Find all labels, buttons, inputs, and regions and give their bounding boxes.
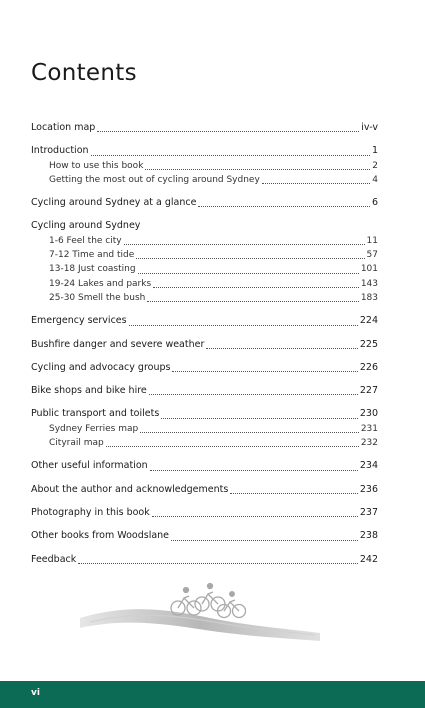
toc-entry-label: Sydney Ferries map bbox=[49, 423, 139, 434]
toc-entry[interactable] bbox=[31, 291, 378, 305]
toc-entry[interactable] bbox=[31, 314, 378, 328]
toc-entry[interactable] bbox=[31, 529, 378, 543]
dot-leader bbox=[145, 169, 370, 170]
toc-entry-label: 7-12 Time and tide bbox=[49, 250, 135, 261]
toc-entry-label: Bike shops and bike hire bbox=[31, 385, 147, 397]
toc-entry[interactable] bbox=[31, 262, 378, 276]
toc-entry-page: 11 bbox=[366, 235, 378, 246]
toc-section bbox=[31, 219, 378, 305]
toc-entry-label: Bushfire danger and severe weather bbox=[31, 338, 205, 350]
toc-entry[interactable] bbox=[31, 483, 378, 497]
toc-entry-page: 4 bbox=[372, 174, 378, 185]
toc-entry[interactable] bbox=[31, 234, 378, 248]
toc-entry[interactable] bbox=[31, 384, 378, 398]
toc-entry-label: About the author and acknowledgements bbox=[31, 483, 229, 495]
toc-entry[interactable] bbox=[31, 361, 378, 375]
dot-leader bbox=[262, 183, 370, 184]
toc-entry-label: Other books from Woodslane bbox=[31, 530, 170, 542]
toc-section bbox=[31, 314, 378, 328]
dot-leader bbox=[78, 563, 358, 564]
toc-entry-page: 231 bbox=[360, 423, 378, 434]
toc-entry-page: 227 bbox=[359, 385, 378, 397]
toc-section bbox=[31, 407, 378, 450]
toc-section bbox=[31, 506, 378, 520]
toc-section bbox=[31, 384, 378, 398]
dot-leader bbox=[138, 273, 359, 274]
toc-entry-page: 238 bbox=[359, 530, 378, 542]
dot-leader bbox=[198, 206, 370, 207]
toc-entry-page: 225 bbox=[359, 338, 378, 350]
toc-entry-page: 57 bbox=[366, 250, 378, 261]
dot-leader bbox=[161, 418, 358, 419]
toc-entry-page: 6 bbox=[371, 197, 378, 209]
toc-entry-label: Location map bbox=[31, 122, 96, 133]
toc-entry-label: Feedback bbox=[31, 553, 77, 565]
dot-leader bbox=[150, 470, 358, 471]
dot-leader bbox=[206, 348, 357, 349]
dot-leader bbox=[91, 155, 370, 156]
footer-bar bbox=[0, 681, 425, 708]
toc-entry-label: Cycling and advocacy groups bbox=[31, 361, 171, 373]
dot-leader bbox=[129, 325, 358, 326]
toc-entry-label: Photography in this book bbox=[31, 506, 150, 518]
dot-leader bbox=[171, 540, 358, 541]
toc-entry-page: 101 bbox=[360, 264, 378, 275]
toc-entry-page: iv-v bbox=[361, 122, 378, 133]
toc-entry[interactable] bbox=[31, 553, 378, 567]
dot-leader bbox=[147, 301, 358, 302]
toc-entry[interactable] bbox=[31, 248, 378, 262]
toc-entry-label: Introduction bbox=[31, 145, 89, 157]
toc-section bbox=[31, 338, 378, 352]
dot-leader bbox=[97, 131, 359, 132]
dot-leader bbox=[106, 446, 359, 447]
dot-leader bbox=[149, 394, 358, 395]
toc-section bbox=[31, 361, 378, 375]
toc-section bbox=[31, 144, 378, 187]
toc-entry[interactable] bbox=[31, 459, 378, 473]
toc-entry-page: 143 bbox=[360, 278, 378, 289]
toc-entry-label: Public transport and toilets bbox=[31, 408, 160, 420]
table-of-contents bbox=[31, 121, 378, 576]
toc-section bbox=[31, 529, 378, 543]
toc-entry-page: 242 bbox=[359, 553, 378, 565]
page-title: Contents bbox=[31, 60, 137, 86]
toc-entry[interactable] bbox=[31, 277, 378, 291]
toc-entry-label: 13-18 Just coasting bbox=[49, 264, 136, 275]
toc-entry[interactable] bbox=[31, 219, 378, 233]
toc-entry[interactable] bbox=[31, 196, 378, 210]
toc-entry[interactable] bbox=[31, 436, 378, 450]
toc-entry-label: Getting the most out of cycling around Sydney bbox=[49, 174, 260, 185]
page-number: vi bbox=[31, 688, 40, 698]
toc-entry-page: 236 bbox=[359, 483, 378, 495]
dot-leader bbox=[140, 432, 359, 433]
toc-entry-page: 224 bbox=[359, 315, 378, 327]
toc-entry-page: 1 bbox=[371, 145, 378, 157]
toc-section bbox=[31, 459, 378, 473]
toc-entry-label: Cycling around Sydney at a glance bbox=[31, 197, 197, 209]
toc-entry[interactable] bbox=[31, 173, 378, 187]
toc-section bbox=[31, 196, 378, 210]
toc-section bbox=[31, 483, 378, 497]
toc-entry-page: 232 bbox=[360, 438, 378, 449]
toc-entry-label: Emergency services bbox=[31, 315, 127, 327]
toc-section bbox=[31, 121, 378, 135]
toc-entry-label: Other useful information bbox=[31, 460, 148, 472]
toc-entry-label: How to use this book bbox=[49, 160, 144, 171]
toc-entry[interactable] bbox=[31, 422, 378, 436]
dot-leader bbox=[152, 516, 358, 517]
dot-leader bbox=[172, 371, 357, 372]
dot-leader bbox=[136, 258, 364, 259]
toc-entry-label: 19-24 Lakes and parks bbox=[49, 278, 152, 289]
toc-entry-page: 226 bbox=[359, 361, 378, 373]
dot-leader bbox=[124, 244, 365, 245]
toc-entry-page: 2 bbox=[372, 160, 378, 171]
toc-entry-page: 230 bbox=[359, 408, 378, 420]
toc-entry[interactable] bbox=[31, 144, 378, 158]
toc-entry-label: Cycling around Sydney bbox=[31, 220, 141, 232]
toc-entry-page: 234 bbox=[359, 460, 378, 472]
toc-entry-page: 183 bbox=[360, 292, 378, 303]
cyclists-wave-icon bbox=[80, 578, 320, 648]
dot-leader bbox=[153, 287, 359, 288]
toc-entry-label: Cityrail map bbox=[49, 438, 104, 449]
toc-entry[interactable] bbox=[31, 506, 378, 520]
toc-entry[interactable] bbox=[31, 338, 378, 352]
toc-entry[interactable] bbox=[31, 121, 378, 135]
toc-entry[interactable] bbox=[31, 407, 378, 421]
toc-entry-page: 237 bbox=[359, 506, 378, 518]
toc-entry-label: 1-6 Feel the city bbox=[49, 235, 122, 246]
toc-entry-label: 25-30 Smell the bush bbox=[49, 292, 146, 303]
dot-leader bbox=[230, 493, 358, 494]
toc-section bbox=[31, 553, 378, 567]
toc-entry[interactable] bbox=[31, 159, 378, 173]
